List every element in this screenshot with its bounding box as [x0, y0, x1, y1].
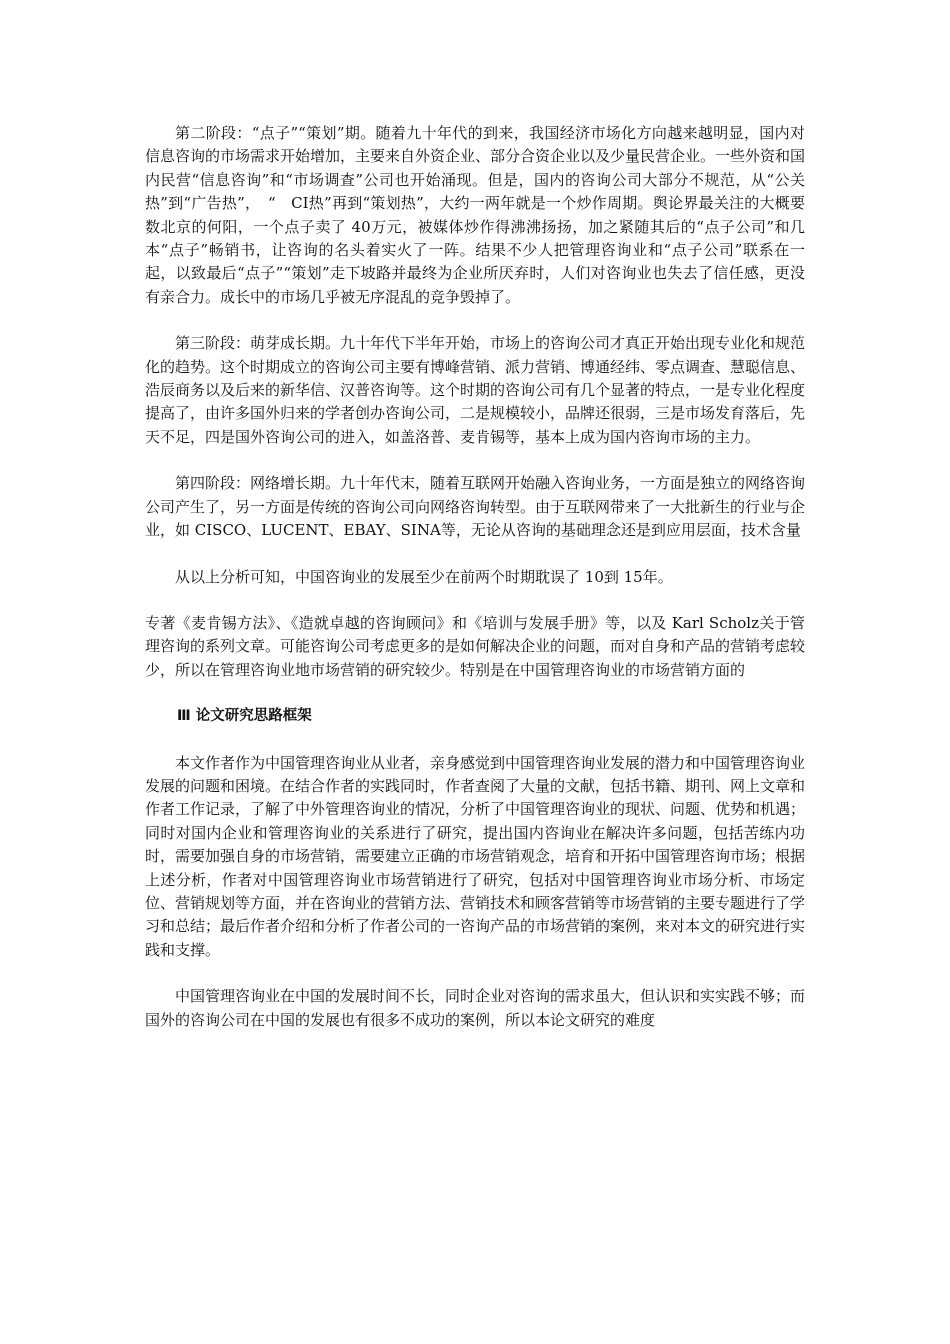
- paragraph-spacer: [145, 682, 805, 705]
- paragraph-spacer: [145, 543, 805, 566]
- paragraph-spacer: [145, 589, 805, 612]
- paragraph-stage-two: 第二阶段：“点子”“策划”期。随着九十年代的到来，我国经济市场化方向越来越明显，国内对信息咨询的市场需求开始增加，主要来自外资企业、部分合资企业以及少量民营企业。一些外资和国内民营“信息咨询”和“市场调查”公司也开始涌现。但是，国内的咨询公司大部分不规范，从“公关热”到“广告热”， “ CI热”再到“策划热”，大约一两年就是一个炒作周期。舆论界最关注的大概要数北京的何阳，一个点子卖了 40万元，被媒体炒作得沸沸扬扬，加之紧随其后的“点子公司”和几本“点子”畅销书，让咨询的名头着实火了一阵。结果不少人把管理咨询业和“点子公司”联系在一起，以致最后“点子”“策划”走下坡路并最终为企业所厌弃时，人们对咨询业也失去了信任感，更没有亲合力。成长中的市场几乎被无序混乱的竞争毁掉了。: [145, 124, 806, 306]
- paragraph-spacer: [145, 962, 805, 985]
- paragraph-literature: 专著《麦肯锡方法》、《造就卓越的咨询顾问》和《培训与发展手册》等，以及 Karl Scholz关于管理咨询的系列文章。可能咨询公司考虑更多的是如何解决企业的问题，而对自身和产品的营销考虑较少，所以在管理咨询业地市场营销的研究较少。特别是在中国管理咨询业的市场营销方面的: [145, 613, 806, 679]
- paragraph-spacer: [145, 729, 805, 752]
- paragraph-research-difficulty: 中国管理咨询业在中国的发展时间不长，同时企业对咨询的需求虽大，但认识和实实践不够；而国外的咨询公司在中国的发展也有很多不成功的案例，所以本论文研究的难度: [145, 987, 806, 1029]
- paragraph-spacer: [145, 309, 805, 332]
- paragraph-stage-three: 第三阶段：萌芽成长期。九十年代下半年开始，市场上的咨询公司才真正开始出现专业化和规范化的趋势。这个时期成立的咨询公司主要有博峰营销、派力营销、博通经纬、零点调查、慧聪信息、浩辰商务以及后来的新华信、汉普咨询等。这个时期的咨询公司有几个显著的特点，一是专业化程度提高了，由许多国外归来的学者创办咨询公司，二是规模较小，品牌还很弱，三是市场发育落后，先天不足，四是国外咨询公司的进入，如盖洛普、麦肯锡等，基本上成为国内咨询市场的主力。: [145, 334, 806, 446]
- document-body: [145, 122, 805, 1032]
- paragraph-research-framework: 本文作者作为中国管理咨询业从业者，亲身感觉到中国管理咨询业发展的潜力和中国管理咨询业发展的问题和困境。在结合作者的实践同时，作者查阅了大量的文献，包括书籍、期刊、网上文章和作者工作记录，了解了中外管理咨询业的情况，分析了中国管理咨询业的现状、问题、优势和机遇；同时对国内企业和管理咨询业的关系进行了研究，提出国内咨询业在解决许多问题，包括苦练内功时，需要加强自身的市场营销，需要建立正确的市场营销观念，培育和开拓中国管理咨询市场；根据上述分析，作者对中国管理咨询业市场营销进行了研究，包括对中国管理咨询业市场分析、市场定位、营销规划等方面，并在咨询业的营销方法、营销技术和顾客营销等市场营销的主要专题进行了学习和总结；最后作者介绍和分析了作者公司的一咨询产品的市场营销的案例，来对本文的研究进行实践和支撑。: [145, 753, 806, 959]
- paragraph-spacer: [145, 449, 805, 472]
- paragraph-stage-four: 第四阶段：网络增长期。九十年代末，随着互联网开始融入咨询业务，一方面是独立的网络咨询公司产生了，另一方面是传统的咨询公司向网络咨询转型。由于互联网带来了一大批新生的行业与企业，如 CISCO、LUCENT、EBAY、SINA等，无论从咨询的基础理念还是到应用层面，技术含量: [145, 474, 806, 540]
- section-heading: Ⅲ 论文研究思路框架: [177, 708, 312, 725]
- paragraph-summary: 从以上分析可知，中国咨询业的发展至少在前两个时期耽误了 10到 15年。: [175, 567, 673, 586]
